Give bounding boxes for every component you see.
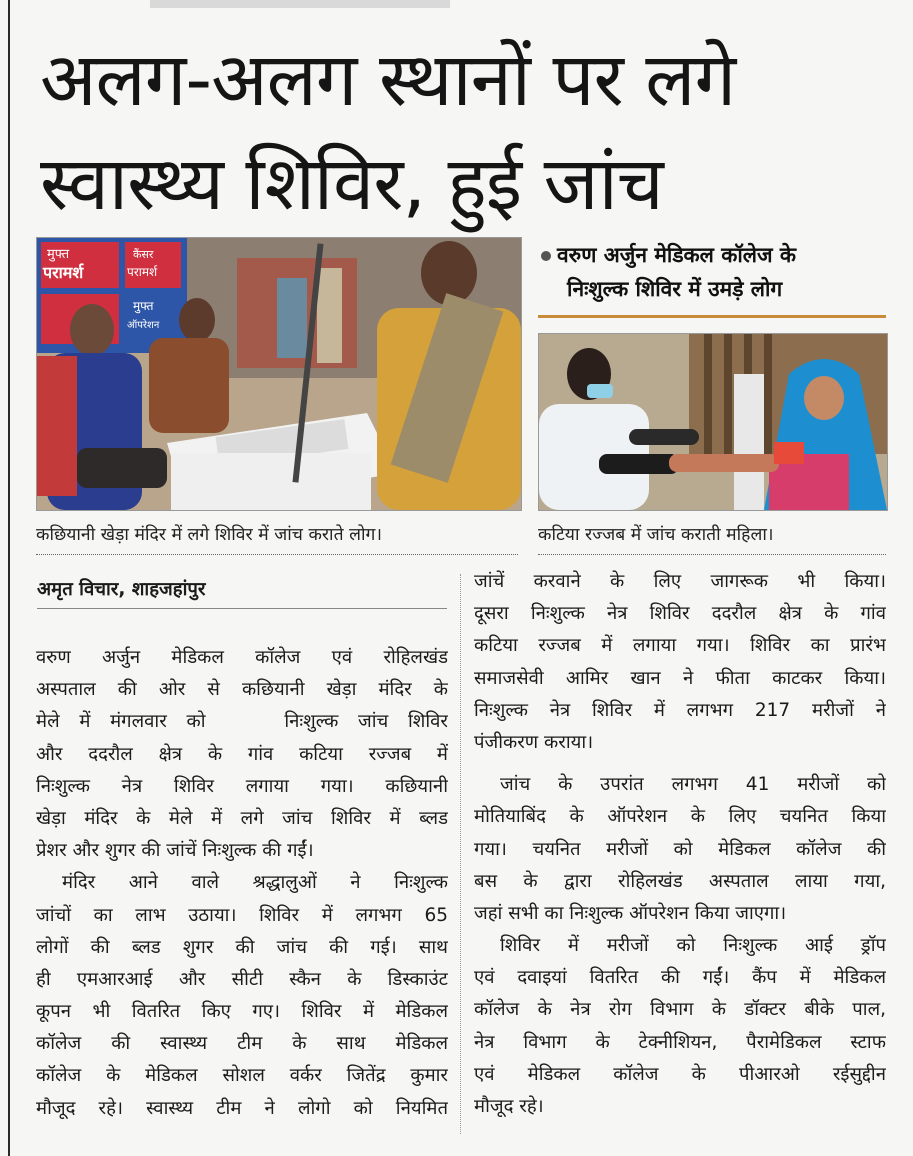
top-strip [150, 0, 450, 8]
bullet-icon [541, 251, 551, 261]
text-line: एवं दवाइयां वितरित की गईं। कैंप में मेडिकल [474, 967, 886, 989]
article-column-right [474, 566, 886, 1123]
text-line: मोतियाबिंद के ऑपरेशन के लिए चयनित किया [474, 806, 886, 828]
caption-left: कछियानी खेड़ा मंदिर में लगे शिविर में जांच कराते लोग। [36, 522, 518, 555]
text-line: कॉलेज के मेडिकल सोशल वर्कर जितेंद्र कुमार [36, 1065, 448, 1087]
text-line: बस के द्वारा रोहिलखंड अस्पताल लाया गया, [474, 870, 886, 892]
text-line: जांचें करवाने के लिए जागरूक भी किया। [474, 571, 886, 592]
text-line: लोगों की ब्लड शुगर की जांच की गई। साथ [36, 936, 448, 958]
headline-line-2: स्वास्थ्य शिविर, हुई जांच [40, 141, 663, 227]
text-line: प्रेशर और शुगर की जांचें निःशुल्क की गईं। [36, 840, 314, 862]
text-line: खेड़ा मंदिर के मेले में लगे जांच शिविर में ब्लड [36, 807, 448, 829]
paragraph-5 [474, 930, 886, 1123]
paragraph-3 [474, 566, 886, 759]
side-heading-line-1: वरुण अर्जुन मेडिकल कॉलेज के [557, 243, 797, 267]
paragraph-gap [474, 759, 886, 769]
sign-consult-1: परामर्श [43, 263, 84, 282]
text-line: समाजसेवी आमिर खान ने फीता काटकर किया। [474, 667, 886, 689]
text-line: अस्पताल की ओर से कछियानी खेड़ा मंदिर के [36, 679, 448, 701]
text-line: कटिया रज्जब में लगाया गया। शिविर का प्रारंभ [474, 635, 886, 657]
sign-cancer: कैंसर [133, 248, 154, 261]
text-line: शिविर में मरीजों को निःशुल्क आई ड्रॉप [500, 935, 886, 957]
text-line: मंदिर आने वाले श्रद्धालुओं ने निःशुल्क [62, 872, 448, 894]
text-line: दूसरा निःशुल्क नेत्र शिविर ददरौल क्षेत्र के गांव [474, 603, 886, 625]
eye-camp-photo [538, 333, 888, 511]
side-heading-line-2: निःशुल्क शिविर में उमड़े लोग [567, 277, 783, 301]
paragraph-1 [36, 642, 448, 867]
headline [40, 28, 900, 236]
column-divider [460, 574, 462, 1134]
side-heading [541, 238, 891, 306]
page-edge-rule [8, 0, 10, 1156]
text-line: नेत्र विभाग के टेक्नीशियन, पैरामेडिकल स्टाफ [474, 1031, 886, 1053]
text-line: वरुण अर्जुन मेडिकल कॉलेज एवं रोहिलखंड [36, 647, 448, 668]
sign-consult-2: परामर्श [127, 265, 158, 279]
byline: अमृत विचार, शाहजहांपुर [37, 579, 206, 600]
byline-rule [37, 608, 447, 609]
text-line: कूपन भी वितरित किए गए। शिविर में मेडिकल [36, 1001, 448, 1023]
text-line: और ददरौल क्षेत्र के गांव कटिया रज्जब में [36, 743, 448, 765]
sign-operation: ऑपरेशन [127, 320, 160, 331]
side-heading-rule [538, 315, 886, 318]
text-line: गया। चयनित मरीजों को मेडिकल कॉलेज की [474, 838, 886, 860]
paragraph-4 [474, 769, 886, 930]
text-line: निःशुल्क नेत्र शिविर में लगभग 217 मरीजों ने [474, 699, 886, 721]
text-line: एवं मेडिकल कॉलेज के पीआरओ रईसुद्दीन [474, 1063, 886, 1085]
text-line: जांच के उपरांत लगभग 41 मरीजों को [500, 774, 886, 796]
sign-free-2: मुफ्त [133, 299, 154, 313]
text-line: मौजूद रहे। स्वास्थ्य टीम ने लोगो को नियमित [36, 1097, 448, 1119]
text-line: मौजूद रहे। [474, 1096, 544, 1117]
text-line: ही एमआरआई और सीटी स्कैन के डिस्काउंट [36, 968, 448, 990]
text-line: मेले में मंगलवार को निःशुल्क जांच शिविर [36, 711, 448, 733]
text-line: निःशुल्क नेत्र शिविर लगाया गया। कछियानी [36, 775, 448, 797]
headline-line-1: अलग-अलग स्थानों पर लगे [40, 37, 736, 123]
text-line: कॉलेज के नेत्र रोग विभाग के डॉक्टर बीके पाल, [474, 999, 886, 1021]
sign-free-1: मुफ्त [47, 247, 70, 262]
paragraph-2 [36, 867, 448, 1125]
caption-right: कटिया रज्जब में जांच कराती महिला। [538, 522, 886, 555]
text-line: पंजीकरण कराया। [474, 731, 594, 753]
text-line: कॉलेज की स्वास्थ्य टीम के साथ मेडिकल [36, 1033, 448, 1055]
text-line: जांचों का लाभ उठाया। शिविर में लगभग 65 [36, 904, 448, 926]
text-line: जहां सभी का निःशुल्क ऑपरेशन किया जाएगा। [474, 902, 787, 924]
article-column-left [36, 642, 448, 1125]
camp-stall-photo [36, 237, 522, 511]
